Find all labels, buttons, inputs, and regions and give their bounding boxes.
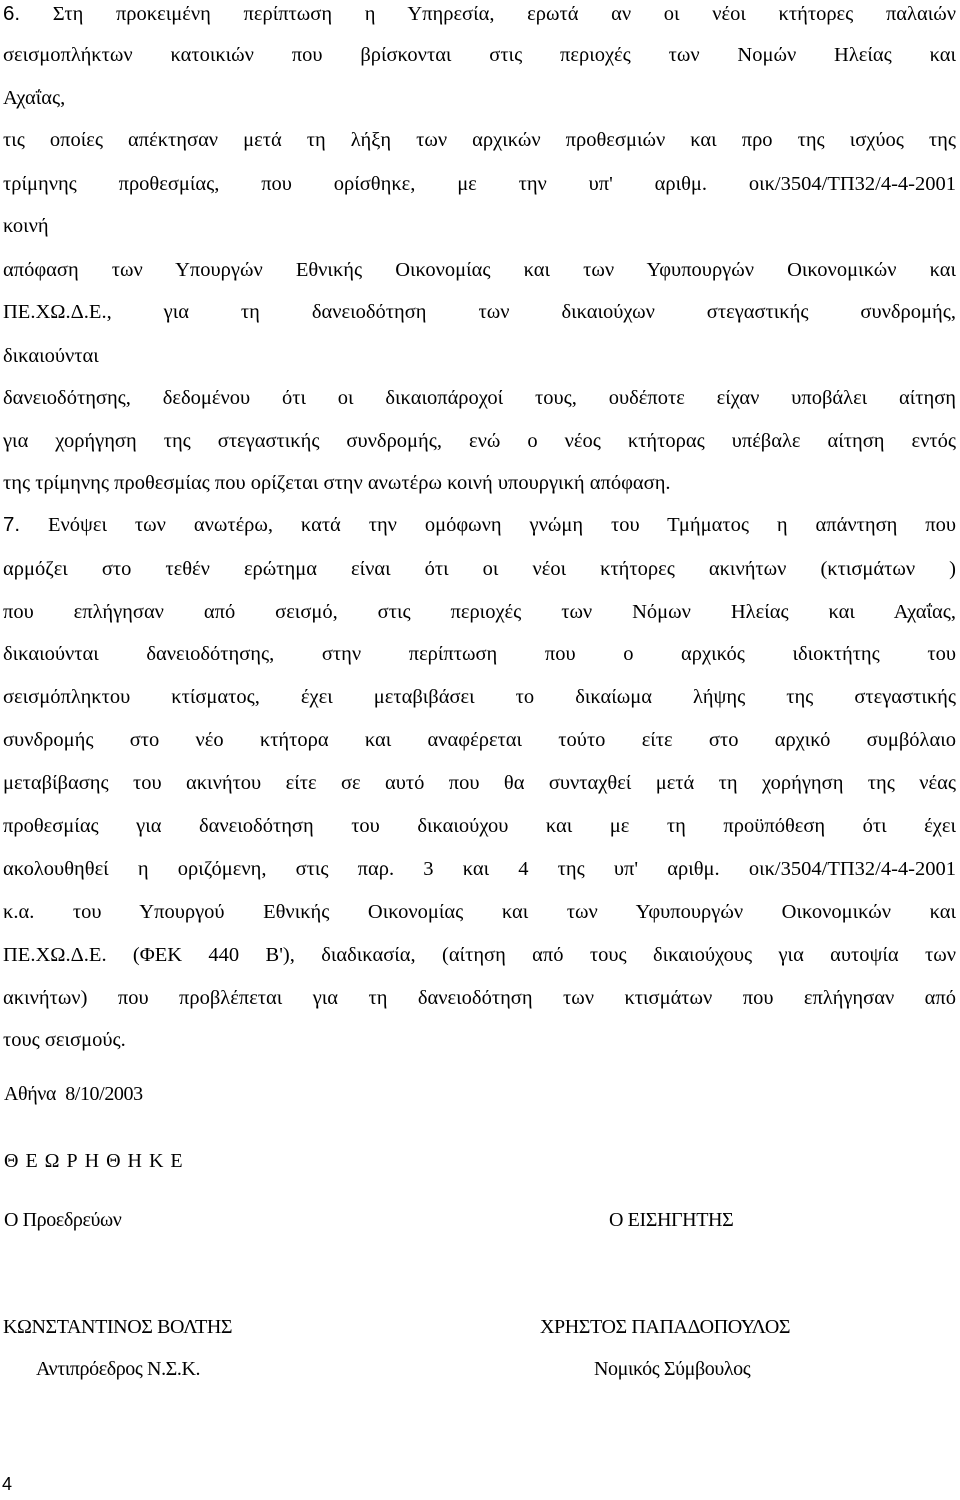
item7-line-12: ακινήτων) που προβλέπεται για τη δανειοδότηση των κτισμάτων που επλήγησαν από [3,987,956,1009]
left-signatory-title: Αντιπρόεδρος Ν.Σ.Κ. [36,1358,201,1380]
item6-line-5: τρίμηνης προθεσμίας, που ορίσθηκε, με την υπ' αριθμ. οικ/3504/ΤΠ32/4-4-2001 [3,173,956,195]
item6-line-4: τις οποίες απέκτησαν μετά τη λήξη των αρχικών προθεσμιών και προ της ισχύος της [3,129,956,151]
item7-line-2: αρμόζει στο τεθέν ερώτημα είναι ότι οι νέοι κτήτορες ακινήτων (κτισμάτων ) [3,558,956,580]
item7-line-7: μεταβίβασης του ακινήτου είτε σε αυτό που θα συνταχθεί μετά τη χορήγηση της νέας [3,772,956,794]
right-signatory-role: Ο ΕΙΣΗΓΗΤΗΣ [609,1209,734,1231]
item6-line-2: σεισμοπλήκτων κατοικιών που βρίσκονται στις περιοχές των Νομών Ηλείας και [3,44,956,66]
item7-line-5: σεισμόπληκτου κτίσματος, έχει μεταβιβάσει το δικαίωμα λήψης της στεγαστικής [3,686,956,708]
item6-line-8: ΠΕ.ΧΩ.Δ.Ε., για τη δανειοδότηση των δικαιούχων στεγαστικής συνδρομής, [3,301,956,323]
item7-line-6: συνδρομής στο νέο κτήτορα και αναφέρεται τούτο είτε στο αρχικό συμβόλαιο [3,729,956,751]
page-number: 4 [2,1474,13,1494]
item7-line-10: κ.α. του Υπουργού Εθνικής Οικονομίας και των Υφυπουργών Οικονομικών και [3,901,956,923]
item6-line-9: δικαιούνται [3,345,99,367]
item7-line-11: ΠΕ.ΧΩ.Δ.Ε. (ΦΕΚ 440 Β'), διαδικασία, (αίτηση από τους δικαιούχους για αυτοψία των [3,944,956,966]
item7-line-1: 7. Ενόψει των ανωτέρω, κατά την ομόφωνη γνώμη του Τμήματος η απάντηση που [3,513,956,536]
item6-line-10: δανειοδότησης, δεδομένου ότι οι δικαιοπάροχοί τους, ουδέποτε είχαν υποβάλει αίτηση [3,387,956,409]
item7-line-13: τους σεισμούς. [3,1029,126,1051]
place-date: Αθήνα 8/10/2003 [4,1083,143,1105]
item6-line-11: για χορήγηση της στεγαστικής συνδρομής, ενώ ο νέος κτήτορας υπέβαλε αίτηση εντός [3,430,956,452]
item6-line-6: κοινή [3,215,49,237]
item6-line-7: απόφαση των Υπουργών Εθνικής Οικονομίας και των Υφυπουργών Οικονομικών και [3,259,956,281]
item7-line-8: προθεσμίας για δανειοδότηση του δικαιούχου και με τη προϋπόθεση ότι έχει [3,815,956,837]
item7-line-9: ακολουθηθεί η οριζόμενη, στις παρ. 3 και 4 της υπ' αριθμ. οικ/3504/ΤΠ32/4-4-2001 [3,858,956,880]
item7-number: 7. [3,513,21,536]
item6-line-1: 6. Στη προκειμένη περίπτωση η Υπηρεσία, ερωτά αν οι νέοι κτήτορες παλαιών [3,2,956,25]
left-signatory-role: Ο Προεδρεύων [4,1209,122,1231]
item7-line-4: δικαιούνται δανειοδότησης, στην περίπτωση που ο αρχικός ιδιοκτήτης του [3,643,956,665]
right-signatory-title: Νομικός Σύμβουλος [594,1358,751,1380]
left-signatory-name: ΚΩΝΣΤΑΝΤΙΝΟΣ ΒΟΛΤΗΣ [3,1316,233,1338]
approved-heading: Θ Ε Ω Ρ Η Θ Η Κ Ε [4,1150,184,1172]
item6-line-12: της τρίμηνης προθεσμίας που ορίζεται στην ανωτέρω κοινή υπουργική απόφαση. [3,472,671,494]
item7-line-3: που επλήγησαν από σεισμό, στις περιοχές των Νόμων Ηλείας και Αχαΐας, [3,601,956,623]
item6-line-3: Αχαΐας, [3,87,66,109]
item6-number: 6. [3,2,21,25]
right-signatory-name: ΧΡΗΣΤΟΣ ΠΑΠΑΔΟΠΟΥΛΟΣ [540,1316,791,1338]
